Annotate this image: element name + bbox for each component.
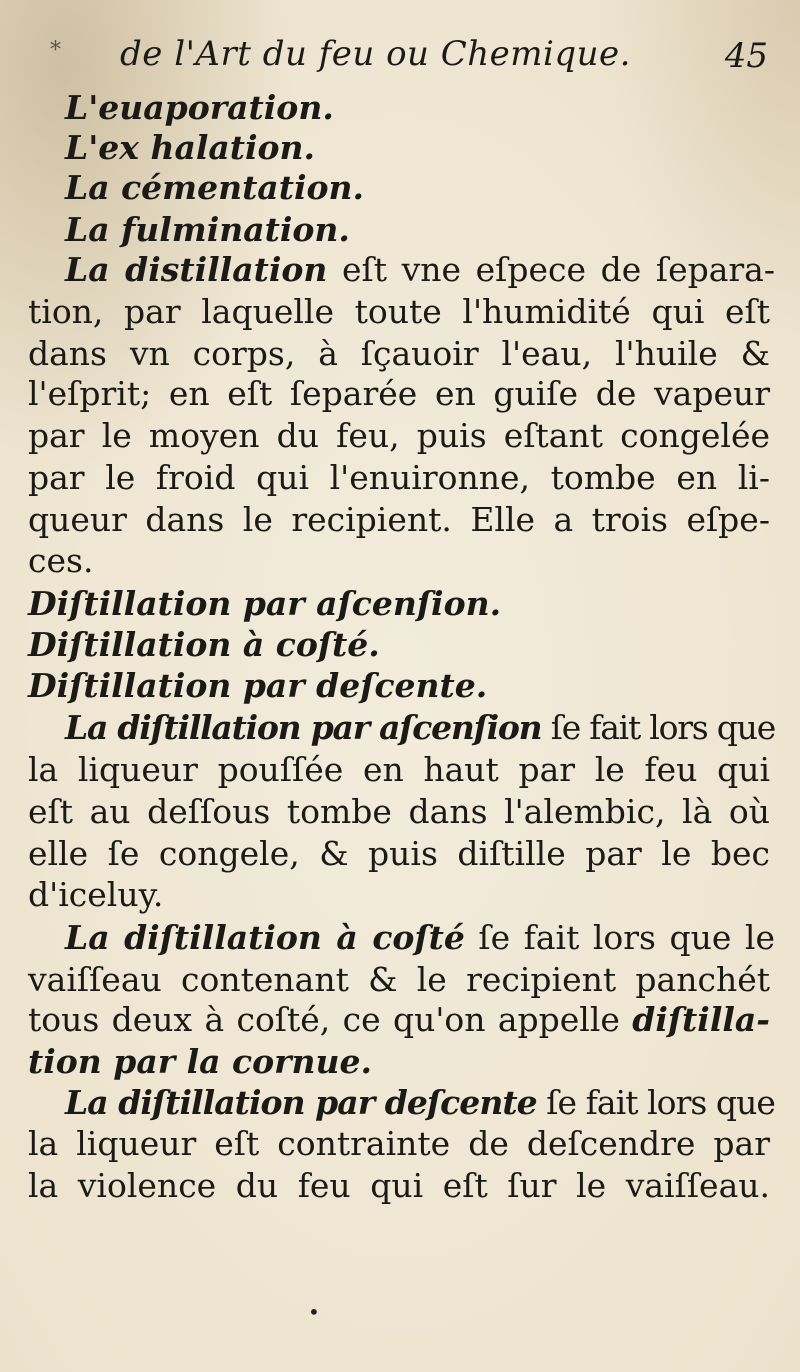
text-line: [28, 374, 770, 414]
body-text: ſe fait lors que le: [464, 918, 776, 957]
text-line: [28, 875, 163, 915]
body-text: la violence du feu qui eſt ſur le vaiſſeau.: [28, 1166, 770, 1205]
text-line: [65, 168, 364, 208]
body-text: d'iceluy.: [28, 875, 164, 914]
body-text: tion, par laquelle toute l'humidité qui eſt: [28, 292, 770, 331]
text-line: [28, 666, 487, 706]
body-text: vaiſſeau contenant & le recipient panchét: [28, 960, 770, 999]
text-line: [28, 1000, 770, 1040]
text-line: [28, 500, 770, 540]
italic-term: Diſtillation à coſté.: [28, 625, 380, 664]
body-text: queur dans le recipient. Elle a trois eſpe-: [28, 500, 770, 539]
text-line: [28, 292, 770, 332]
text-line: [28, 1124, 770, 1164]
body-text: l'eſprit; en eſt ſeparée en guiſe de vapeur: [28, 374, 770, 413]
text-line: [65, 708, 775, 748]
body-text: ſe fait lors que: [536, 1083, 775, 1122]
italic-term: diſtilla-: [632, 1000, 770, 1039]
text-line: [28, 625, 380, 665]
body-text: ſe fait lors que: [541, 708, 775, 747]
italic-term: Diſtillation par aſcenſion.: [28, 584, 502, 623]
italic-term: La distillation: [65, 250, 328, 289]
body-text: eſt au deſſous tombe dans l'alembic, là où: [28, 792, 770, 831]
body-text: tous deux à coſté, ce qu'on appelle: [28, 1000, 633, 1039]
body-text: par le froid qui l'enuironne, tombe en li-: [28, 458, 770, 497]
text-line: [65, 88, 334, 128]
page-number: 45: [724, 36, 768, 76]
text-line: [28, 541, 93, 581]
italic-term: La diſtillation par deſcente: [65, 1083, 537, 1122]
body-text: dans vn corps, à ſçauoir l'eau, l'huile &: [28, 334, 770, 373]
text-line: [65, 128, 315, 168]
running-title: de l'Art du feu ou Chemique.: [120, 34, 631, 74]
italic-term: La cémentation.: [65, 168, 364, 207]
header-mark: *: [50, 38, 61, 63]
text-line: [28, 1042, 372, 1082]
body-text: la liqueur eſt contrainte de deſcendre par: [28, 1124, 770, 1163]
italic-term: La fulmination.: [65, 210, 350, 249]
page-header: [40, 34, 770, 84]
text-line: [65, 1083, 775, 1123]
text-line: [28, 750, 770, 790]
text-line: [28, 584, 501, 624]
body-text: elle ſe congele, & puis diſtille par le bec: [28, 834, 770, 873]
text-line: [65, 210, 350, 250]
text-line: [65, 250, 775, 290]
italic-term: tion par la cornue.: [28, 1042, 372, 1081]
italic-term: Diſtillation par deſcente.: [28, 666, 488, 705]
text-line: [28, 834, 770, 874]
text-line: [65, 918, 775, 958]
text-line: [28, 334, 770, 374]
italic-term: L'euaporation.: [65, 88, 334, 127]
bottom-mark: •: [308, 1300, 320, 1324]
body-text: la liqueur pouſſée en haut par le feu qui: [28, 750, 770, 789]
body-text: eſt vne eſpece de ſepara-: [327, 250, 775, 289]
text-line: [28, 792, 770, 832]
italic-term: La diſtillation à coſté: [65, 918, 465, 957]
body-text: par le moyen du feu, puis eſtant congelée: [28, 416, 770, 455]
text-line: [28, 1166, 770, 1206]
text-line: [28, 960, 770, 1000]
italic-term: L'ex halation.: [65, 128, 316, 167]
text-line: [28, 458, 770, 498]
text-line: [28, 416, 770, 456]
italic-term: La diſtillation par aſcenſion: [65, 708, 542, 747]
body-text: ces.: [28, 541, 94, 580]
